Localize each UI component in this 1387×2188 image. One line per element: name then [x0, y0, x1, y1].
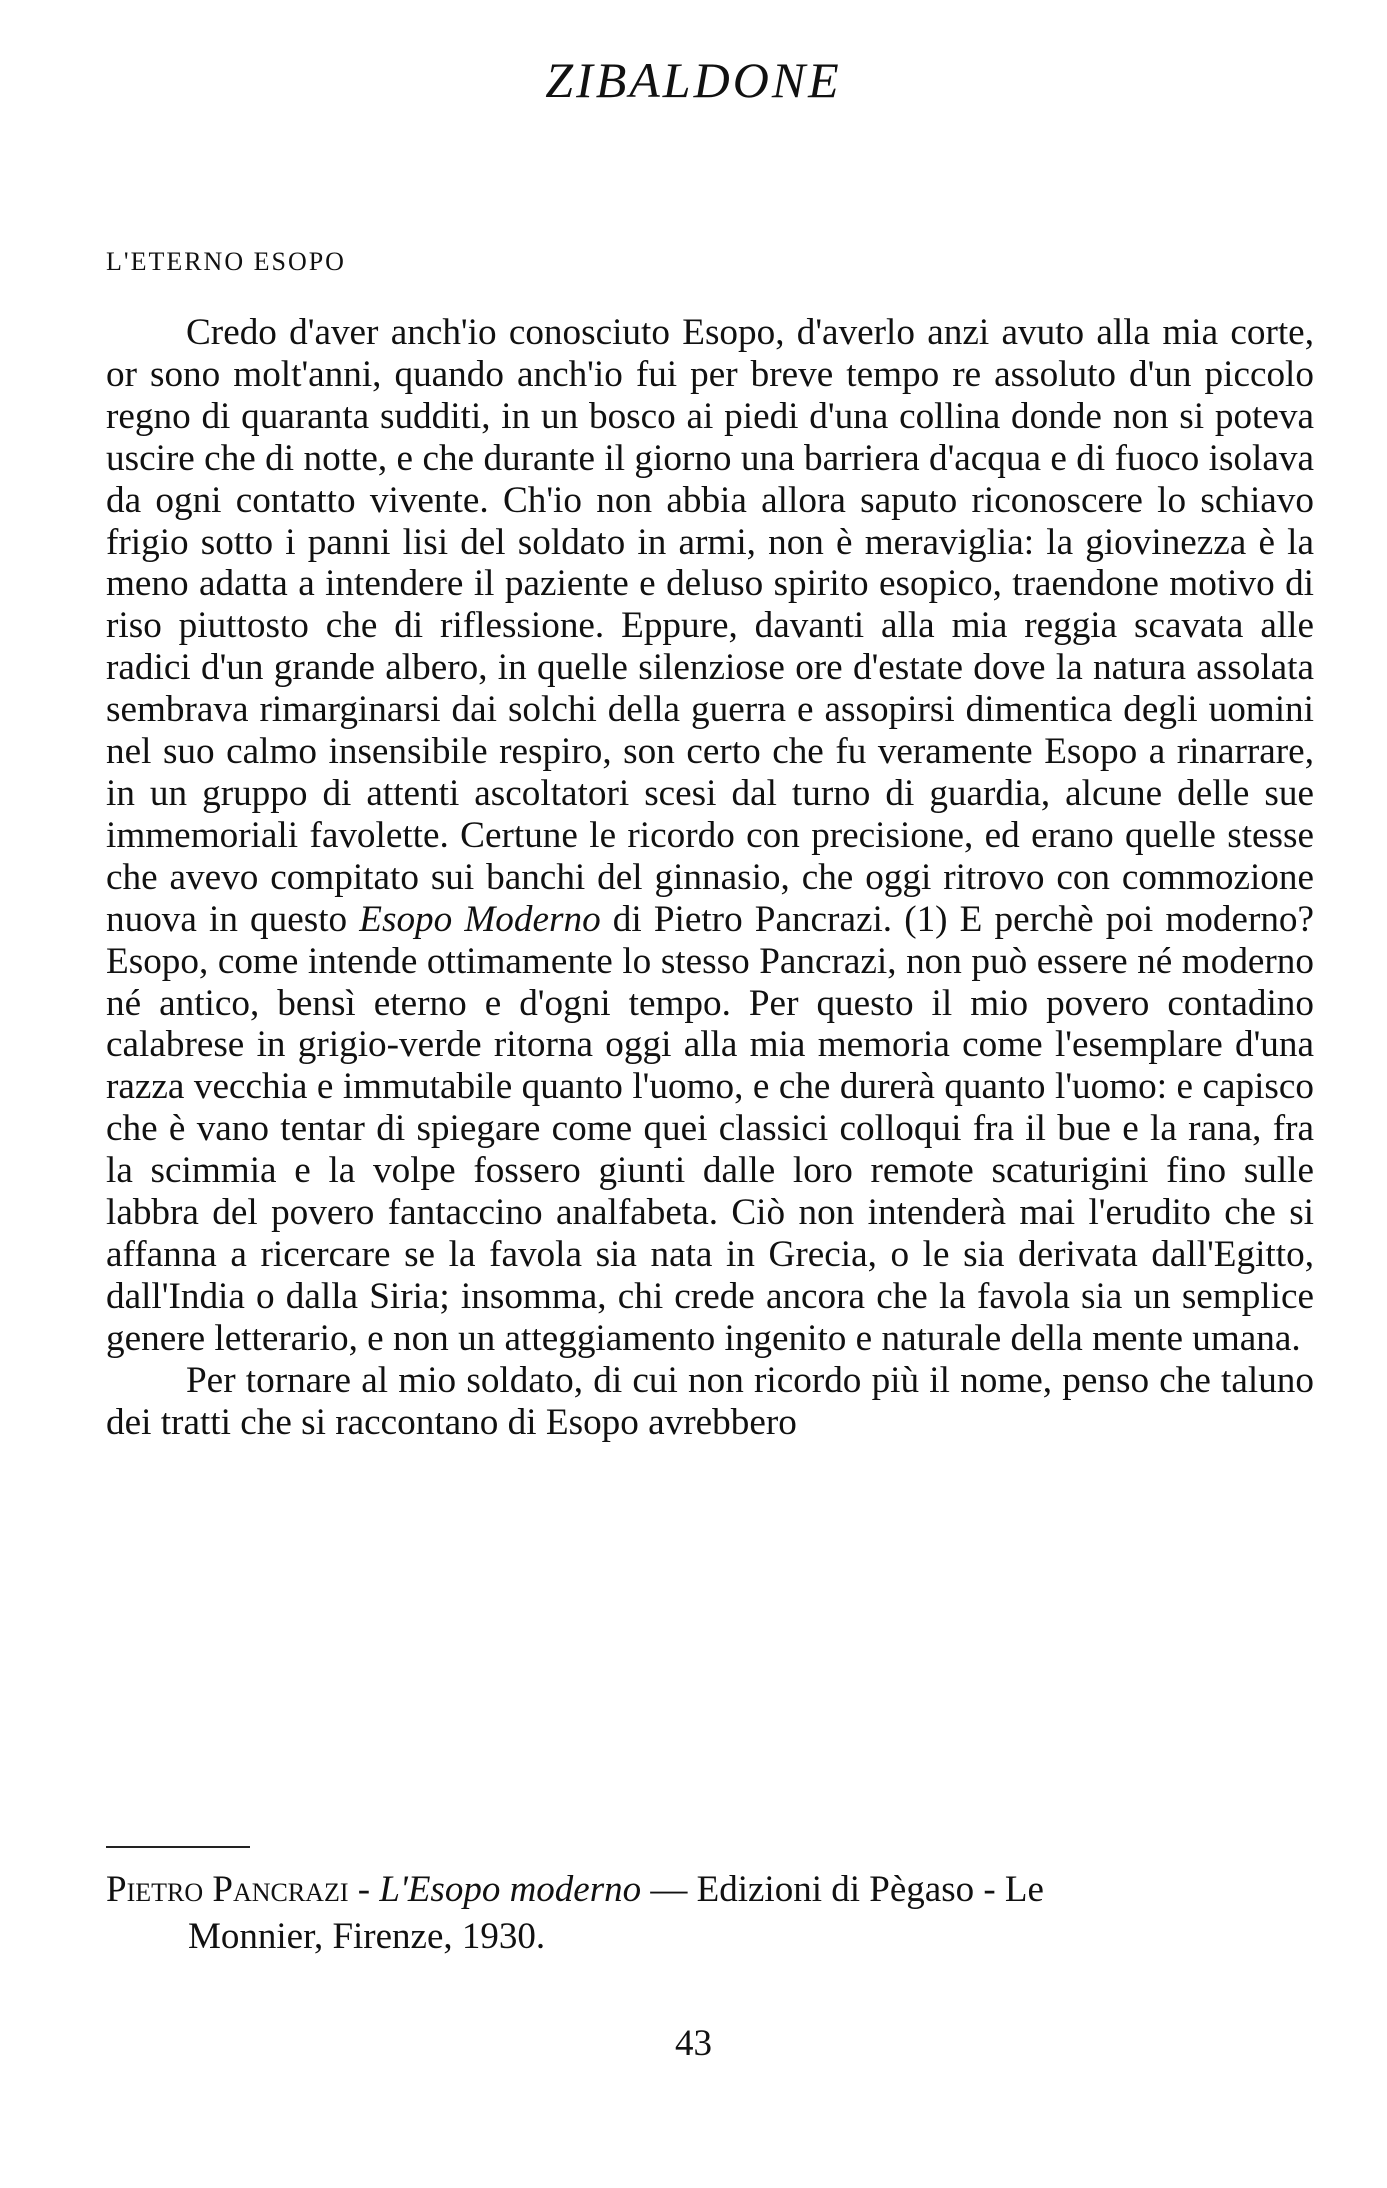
paragraph-1	[106, 312, 1314, 1360]
footnote-publisher: — Edizioni di Pègaso - Le	[641, 1869, 1044, 1910]
page-number: 43	[675, 2023, 712, 2064]
book-title-reference: Esopo Moderno	[359, 898, 601, 940]
footnote	[106, 1866, 1314, 1960]
section-title: L'ETERNO ESOPO	[106, 247, 346, 276]
paragraph-1-text-b: di Pietro Pancrazi. (1) E perchè poi moderno? Esopo, come intende ottimamente lo stesso Pancrazi, non può essere né moderno né antico, bensì eterno e d'ogni tempo. Per questo il mio povero contadino calabrese in grigio-verde ritorna oggi alla mia memoria come l'esemplare d'una razza vecchia e immutabile quanto l'uomo, e che durerà quanto l'uomo: e capisco che è vano tentar di spiegare come quei classici colloqui fra il bue e la rana, fra la scimmia e la volpe fossero giunti dalle loro remote scaturigini fino sulle labbra del povero fantaccino analfabeta. Ciò non intenderà mai l'erudito che si affanna a ricercare se la favola sia nata in Grecia, o le sia derivata dall'Egitto, dall'India o dalla Siria; insomma, chi crede ancora che la favola sia un semplice genere letterario, e non un atteggiamento ingenito e naturale della mente umana.	[106, 898, 1315, 1359]
paragraph-1-text-a: Credo d'aver anch'io conosciuto Esopo, d'averlo anzi avuto alla mia corte, or sono molt'anni, quando anch'io fui per breve tempo re assoluto d'un piccolo regno di quaranta sudditi, in un bosco ai piedi d'una collina donde non si poteva uscire che di notte, e che durante il giorno una barriera d'acqua e di fuoco isolava da ogni contatto vivente. Ch'io non abbia allora saputo riconoscere lo schiavo frigio sotto i panni lisi del soldato in armi, non è meraviglia: la giovinezza è la meno adatta a intendere il paziente e deluso spirito esopico, traendone motivo di riso piuttosto che di riflessione. Eppure, davanti alla mia reggia scavata alle radici d'un grande albero, in quelle silenziose ore d'estate dove la natura assolata sembrava rimarginarsi dai solchi della guerra e assopirsi dimentica degli uomini nel suo calmo insensibile respiro, son certo che fu veramente Esopo a rinarrare, in un gruppo di attenti ascoltatori scesi dal turno di guardia, alcune delle sue immemoriali favolette. Certune le ricordo con precisione, ed erano quelle stesse che avevo compitato sui banchi del ginnasio, che oggi ritrovo con commozione nuova in questo	[106, 312, 1314, 940]
footnote-book-title: L'Esopo moderno	[379, 1869, 642, 1910]
footnote-line-2: Monnier, Firenze, 1930.	[188, 1916, 546, 1957]
footnote-divider	[106, 1846, 250, 1848]
running-head: ZIBALDONE	[545, 52, 842, 108]
footnote-separator: -	[348, 1869, 380, 1910]
footnote-author: Pietro Pancrazi	[106, 1869, 349, 1910]
paragraph-2: Per tornare al mio soldato, di cui non ricordo più il nome, penso che taluno dei tratti che si raccontano di Esopo avrebbero	[106, 1359, 1314, 1443]
body-text	[106, 312, 1314, 1443]
